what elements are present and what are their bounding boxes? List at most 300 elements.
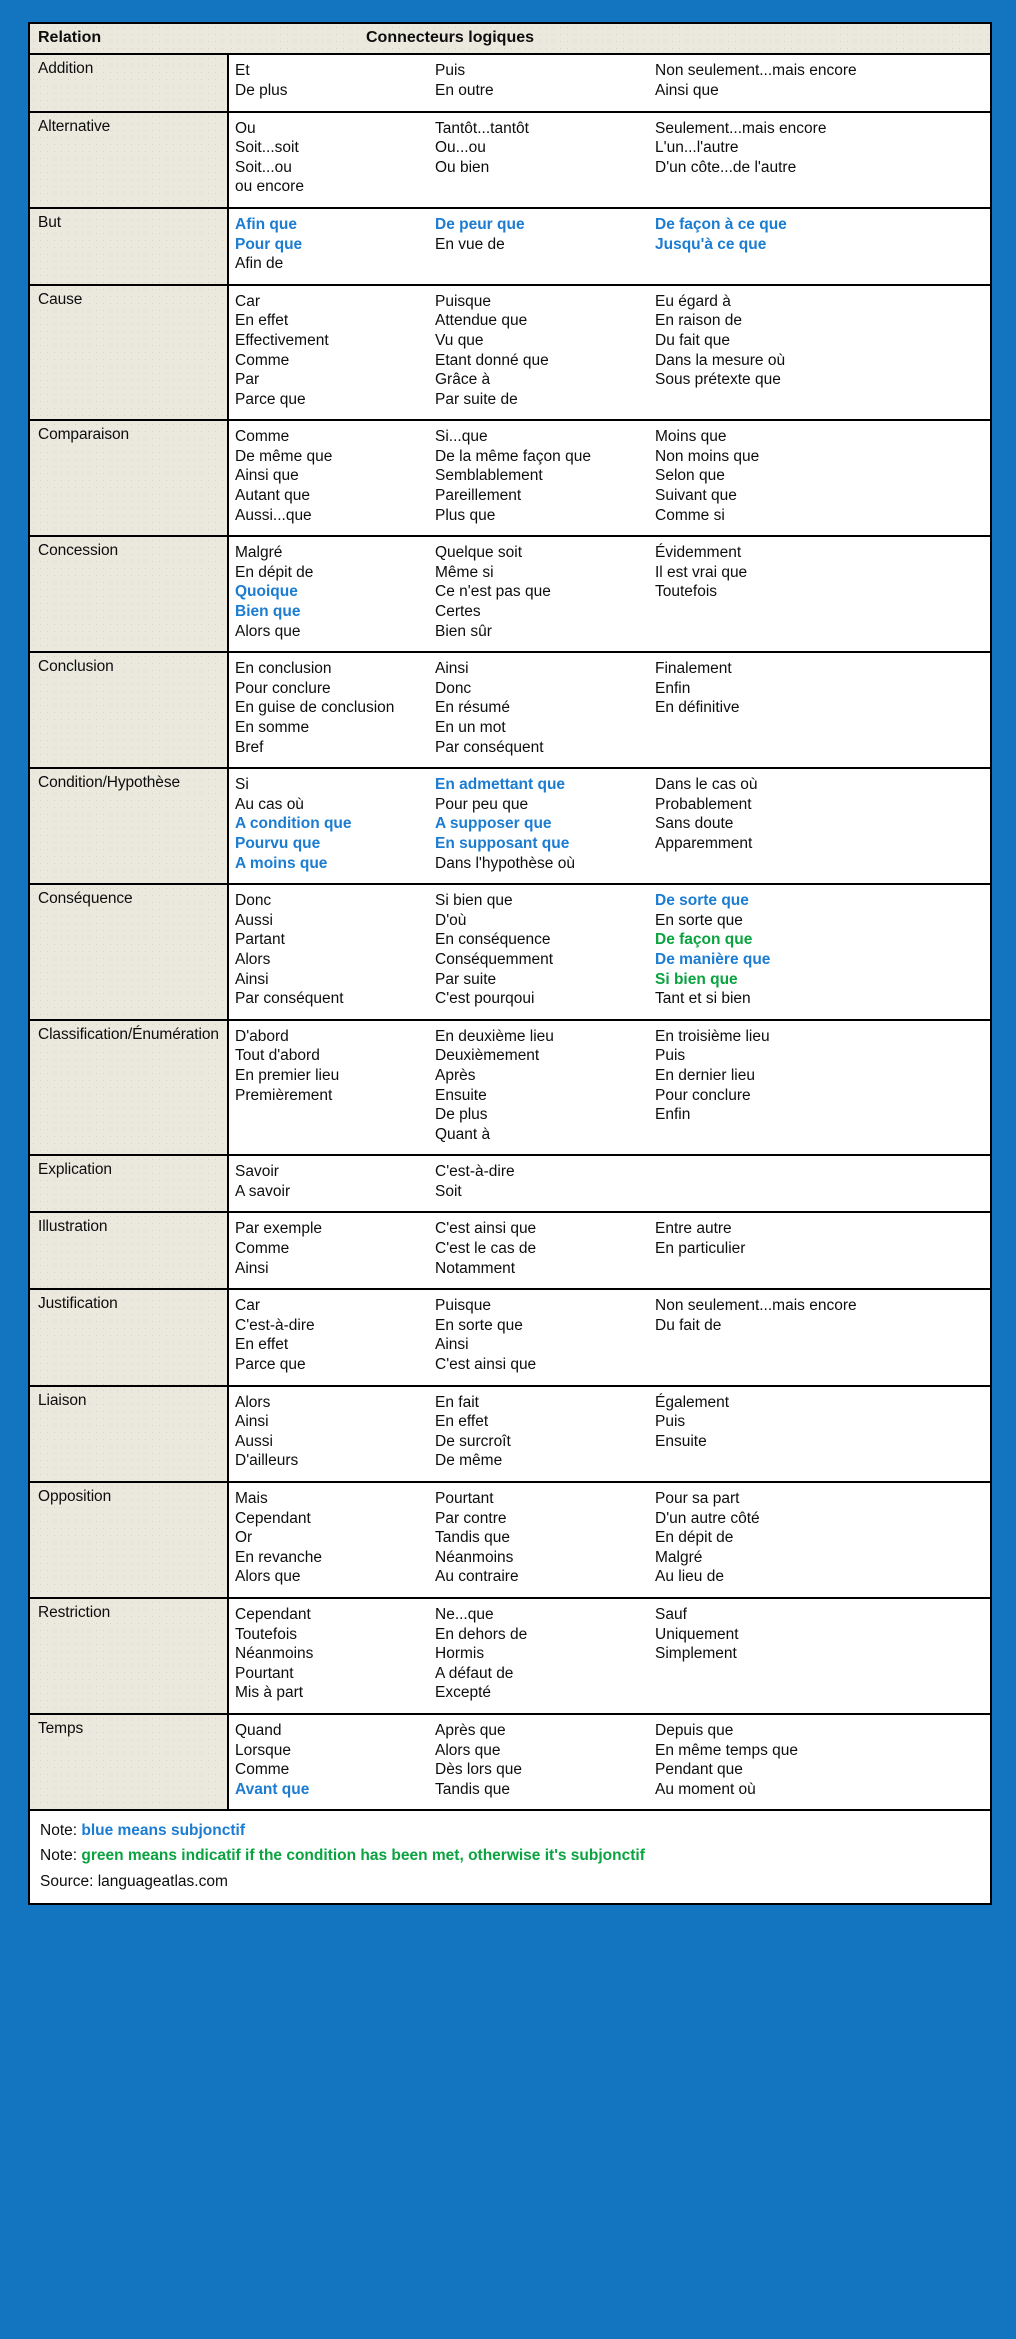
connector-item: En dépit de <box>235 563 314 581</box>
connector-item: Aussi <box>235 1432 273 1450</box>
connector-columns <box>229 1721 990 1799</box>
header-row <box>30 24 990 54</box>
note-text: languageatlas.com <box>97 1872 228 1890</box>
connector-item: Donc <box>435 679 472 697</box>
connector-item: Néanmoins <box>435 1548 514 1566</box>
connector-item: Ce n'est pas que <box>435 583 551 601</box>
connector-item: Soit <box>435 1182 462 1200</box>
connector-item: Évidemment <box>655 544 742 562</box>
connectors-cell <box>228 285 990 421</box>
connector-item: Après <box>435 1066 476 1084</box>
connectors-cell <box>228 208 990 285</box>
connector-column-3 <box>649 1393 991 1471</box>
table-row <box>30 285 990 421</box>
connector-item: En dehors de <box>435 1625 528 1643</box>
connector-item: Par <box>235 371 260 389</box>
connector-item: Jusqu'à ce que <box>655 235 767 253</box>
connector-item: Cependant <box>235 1509 311 1527</box>
connectors-cell <box>228 1598 990 1714</box>
connector-item: Du fait que <box>655 331 730 349</box>
connectors-cell <box>228 536 990 652</box>
connector-item: De sorte que <box>655 892 749 910</box>
connector-item: Si...que <box>435 428 488 446</box>
connector-column-2 <box>429 1489 649 1587</box>
connector-column-2 <box>429 659 649 757</box>
connector-item: Puis <box>435 62 466 80</box>
connector-item: En effet <box>235 312 289 330</box>
connector-item: Par conséquent <box>235 990 344 1008</box>
connector-item: Quant à <box>435 1125 491 1143</box>
connector-item: Toutefois <box>235 1625 298 1643</box>
connector-item: Mais <box>235 1490 268 1508</box>
connector-item: Tantôt...tantôt <box>435 119 529 137</box>
connector-item: Tant et si bien <box>655 990 751 1008</box>
connector-item: Grâce à <box>435 371 491 389</box>
connector-item: Autant que <box>235 487 310 505</box>
connector-item: Seulement...mais encore <box>655 119 827 137</box>
connector-columns <box>229 1296 990 1374</box>
connector-item: Deuxièmement <box>435 1047 540 1065</box>
connector-item: L'un...l'autre <box>655 139 739 157</box>
connectors-cell <box>228 54 990 111</box>
connector-item: Ou <box>235 119 256 137</box>
connector-column-1 <box>229 1162 429 1201</box>
connector-item: De plus <box>435 1106 488 1124</box>
note-label: Note: <box>40 1847 82 1865</box>
connector-item: De surcroît <box>435 1432 511 1450</box>
connector-item: Si bien que <box>655 970 738 988</box>
connector-columns <box>229 215 990 274</box>
connectors-cell <box>228 1482 990 1598</box>
connector-item: Alors <box>235 950 271 968</box>
connector-item: Alors que <box>435 1741 501 1759</box>
connector-column-3 <box>649 659 991 757</box>
connector-columns <box>229 292 990 410</box>
connector-item: Et <box>235 62 250 80</box>
connector-column-1 <box>229 215 429 274</box>
connector-item: Comme <box>235 428 290 446</box>
connector-item: Néanmoins <box>235 1645 314 1663</box>
connector-item: En un mot <box>435 719 506 737</box>
relation-name-cell: Justification <box>30 1289 228 1385</box>
table-row <box>30 208 990 285</box>
connector-column-2 <box>429 1296 649 1374</box>
table-row <box>30 1020 990 1156</box>
relation-name-cell: Liaison <box>30 1386 228 1482</box>
connector-item: Puisque <box>435 1297 492 1315</box>
connector-item: Car <box>235 292 260 310</box>
connector-item: C'est ainsi que <box>435 1356 537 1374</box>
connector-item: Enfin <box>655 679 691 697</box>
connector-item: En effet <box>235 1336 289 1354</box>
connector-item: Ainsi <box>235 970 269 988</box>
connector-item: Entre autre <box>655 1220 732 1238</box>
table-row <box>30 768 990 884</box>
connector-item: En supposant que <box>435 834 570 852</box>
note-line <box>36 1869 990 1894</box>
relation-name-cell: Opposition <box>30 1482 228 1598</box>
connector-item: Premièrement <box>235 1086 333 1104</box>
connector-columns <box>229 1393 990 1471</box>
connector-item: En raison de <box>655 312 743 330</box>
connector-item: Depuis que <box>655 1721 734 1739</box>
connector-column-3 <box>649 119 991 197</box>
connector-item: Du fait de <box>655 1316 722 1334</box>
connector-item: D'où <box>435 911 467 929</box>
relation-name-cell: Addition <box>30 54 228 111</box>
connector-column-1 <box>229 1605 429 1703</box>
connector-item: Pourtant <box>235 1664 294 1682</box>
connector-column-3 <box>649 775 991 873</box>
relation-name-cell: Illustration <box>30 1212 228 1289</box>
connector-item: Si bien que <box>435 892 513 910</box>
connector-item: Pourvu que <box>235 834 321 852</box>
connector-item: En particulier <box>655 1240 746 1258</box>
connector-column-2 <box>429 1393 649 1471</box>
connector-item: Pour que <box>235 235 303 253</box>
table-row <box>30 420 990 536</box>
connector-item: Sans doute <box>655 815 734 833</box>
connector-item: A supposer que <box>435 815 552 833</box>
connector-item: Dans l'hypothèse où <box>435 854 575 872</box>
connector-item: Si <box>235 776 249 794</box>
connector-item: Non seulement...mais encore <box>655 62 857 80</box>
connector-column-2 <box>429 1027 649 1145</box>
connector-columns <box>229 1219 990 1278</box>
connector-item: Selon que <box>655 467 725 485</box>
relation-name-cell: Classification/Énumération <box>30 1020 228 1156</box>
table-row <box>30 1598 990 1714</box>
connector-item: En sorte que <box>435 1316 523 1334</box>
connectors-cell <box>228 1714 990 1809</box>
connector-column-1 <box>229 119 429 197</box>
connector-column-2 <box>429 427 649 525</box>
connector-item: Il est vrai que <box>655 563 748 581</box>
relation-name-cell: Temps <box>30 1714 228 1809</box>
table-row <box>30 112 990 208</box>
connector-column-1 <box>229 1393 429 1471</box>
connector-item: Plus que <box>435 506 496 524</box>
connector-columns <box>229 659 990 757</box>
connector-column-1 <box>229 543 429 641</box>
connector-item: Afin de <box>235 255 284 273</box>
connector-item: En conséquence <box>435 931 551 949</box>
connector-column-2 <box>429 215 649 274</box>
connector-item: Alors <box>235 1393 271 1411</box>
connector-item: Enfin <box>655 1106 691 1124</box>
connector-item: Puis <box>655 1047 686 1065</box>
connector-item: Dès lors que <box>435 1761 523 1779</box>
relation-name-cell: Explication <box>30 1155 228 1212</box>
connectors-cell <box>228 652 990 768</box>
connector-item: Par suite <box>435 970 497 988</box>
connector-item: En outre <box>435 81 494 99</box>
connector-item: A moins que <box>235 854 328 872</box>
connector-item: Même si <box>435 563 494 581</box>
connector-column-3 <box>649 543 991 641</box>
table-row <box>30 884 990 1020</box>
connector-item: Probablement <box>655 795 752 813</box>
connector-item: Par exemple <box>235 1220 323 1238</box>
connector-item: En troisième lieu <box>655 1027 770 1045</box>
connector-item: Bref <box>235 738 264 756</box>
connector-columns <box>229 775 990 873</box>
connector-item: Alors que <box>235 1568 301 1586</box>
connector-columns <box>229 1162 990 1201</box>
connector-column-1 <box>229 1296 429 1374</box>
connectors-cell <box>228 768 990 884</box>
connector-item: En vue de <box>435 235 505 253</box>
connector-item: Au cas où <box>235 795 304 813</box>
connectors-table-container <box>28 22 992 1811</box>
connector-item: Mis à part <box>235 1684 304 1702</box>
connector-item: En fait <box>435 1393 479 1411</box>
connector-item: Non seulement...mais encore <box>655 1297 857 1315</box>
connector-columns <box>229 891 990 1009</box>
connector-item: A condition que <box>235 815 352 833</box>
connector-column-2 <box>429 891 649 1009</box>
connector-item: Avant que <box>235 1780 310 1798</box>
connector-item: Savoir <box>235 1163 279 1181</box>
connector-item: Aussi <box>235 911 273 929</box>
connector-item: Certes <box>435 603 481 621</box>
connector-item: Apparemment <box>655 834 753 852</box>
connector-column-3 <box>649 891 991 1009</box>
connector-column-3 <box>649 1489 991 1587</box>
connector-item: C'est le cas de <box>435 1240 537 1258</box>
connector-item: Excepté <box>435 1684 492 1702</box>
connector-item: Notamment <box>435 1259 516 1277</box>
table-row <box>30 1289 990 1385</box>
connector-item: En résumé <box>435 699 510 717</box>
note-line <box>36 1818 990 1843</box>
connector-item: Ne...que <box>435 1605 494 1623</box>
connector-item: Afin que <box>235 215 297 233</box>
note-label: Source: <box>40 1872 98 1890</box>
connector-item: Partant <box>235 931 285 949</box>
connector-column-2 <box>429 775 649 873</box>
connector-column-3 <box>649 1027 991 1145</box>
connector-item: De façon que <box>655 931 753 949</box>
connector-item: Uniquement <box>655 1625 739 1643</box>
note-label: Note: <box>40 1822 82 1840</box>
connector-item: Parce que <box>235 390 306 408</box>
connector-item: Dans la mesure où <box>655 351 786 369</box>
connector-item: Non moins que <box>655 447 760 465</box>
connector-item: Puis <box>655 1413 686 1431</box>
header-relation: Relation <box>30 24 228 54</box>
connector-column-2 <box>429 543 649 641</box>
connector-item: Comme <box>235 1240 290 1258</box>
connector-item: Ainsi que <box>235 467 299 485</box>
connector-item: De même <box>435 1452 503 1470</box>
connector-column-3 <box>649 1162 991 1201</box>
connector-item: Soit...ou <box>235 158 292 176</box>
table-row <box>30 54 990 111</box>
connectors-cell <box>228 1212 990 1289</box>
connector-column-1 <box>229 1219 429 1278</box>
connectors-cell <box>228 420 990 536</box>
connector-column-1 <box>229 1721 429 1799</box>
connector-item: En sorte que <box>655 911 743 929</box>
connector-item: Bien sûr <box>435 622 492 640</box>
connector-item: D'un côte...de l'autre <box>655 158 797 176</box>
connector-item: De peur que <box>435 215 525 233</box>
connector-item: Pour conclure <box>655 1086 751 1104</box>
connector-columns <box>229 119 990 197</box>
connector-item: C'est-à-dire <box>435 1163 515 1181</box>
connector-item: Finalement <box>655 660 732 678</box>
connectors-table <box>30 24 990 1809</box>
connector-item: Simplement <box>655 1645 737 1663</box>
connector-item: Donc <box>235 892 272 910</box>
connector-column-2 <box>429 1219 649 1278</box>
connector-item: Pareillement <box>435 487 522 505</box>
connector-item: Par contre <box>435 1509 507 1527</box>
connector-item: Ainsi <box>235 1413 269 1431</box>
connector-item: Quelque soit <box>435 544 523 562</box>
connector-item: Comme <box>235 351 290 369</box>
table-row <box>30 1714 990 1809</box>
connector-item: De la même façon que <box>435 447 591 465</box>
connector-item: Semblablement <box>435 467 543 485</box>
connector-column-3 <box>649 427 991 525</box>
connector-item: Soit...soit <box>235 139 299 157</box>
connector-item: Malgré <box>655 1548 703 1566</box>
connector-item: En conclusion <box>235 660 332 678</box>
table-row <box>30 536 990 652</box>
connector-item: En revanche <box>235 1548 323 1566</box>
connector-item: A savoir <box>235 1182 291 1200</box>
connector-column-3 <box>649 1721 991 1799</box>
connector-column-3 <box>649 1296 991 1374</box>
table-row <box>30 1386 990 1482</box>
connector-item: Moins que <box>655 428 727 446</box>
relation-name-cell: Cause <box>30 285 228 421</box>
connector-column-1 <box>229 61 429 100</box>
connector-item: Ou bien <box>435 158 490 176</box>
table-body <box>30 54 990 1809</box>
connector-item: Puisque <box>435 292 492 310</box>
connector-item: En effet <box>435 1413 489 1431</box>
connector-item: Dans le cas où <box>655 776 758 794</box>
connector-column-1 <box>229 1027 429 1145</box>
connector-columns <box>229 1489 990 1587</box>
relation-name-cell: Condition/Hypothèse <box>30 768 228 884</box>
connector-item: Etant donné que <box>435 351 549 369</box>
connector-item: Or <box>235 1529 253 1547</box>
connector-item: Tandis que <box>435 1780 510 1798</box>
header-connectors <box>228 24 990 54</box>
connector-column-1 <box>229 659 429 757</box>
connector-column-1 <box>229 775 429 873</box>
connector-item: Ainsi <box>435 1336 469 1354</box>
connector-item: Lorsque <box>235 1741 292 1759</box>
connector-item: C'est ainsi que <box>435 1220 537 1238</box>
connector-item: Cependant <box>235 1605 311 1623</box>
connector-item: Toutefois <box>655 583 718 601</box>
connector-item: Comme <box>235 1761 290 1779</box>
connector-item: Ainsi que <box>655 81 719 99</box>
connector-column-1 <box>229 891 429 1009</box>
connector-item: En même temps que <box>655 1741 799 1759</box>
connectors-cell <box>228 1155 990 1212</box>
connector-item: Ou...ou <box>435 139 486 157</box>
connectors-cell <box>228 1289 990 1385</box>
connector-item: Au contraire <box>435 1568 519 1586</box>
connector-item: Tandis que <box>435 1529 510 1547</box>
connector-item: C'est-à-dire <box>235 1316 315 1334</box>
connector-item: Pour sa part <box>655 1490 740 1508</box>
connector-item: En dernier lieu <box>655 1066 755 1084</box>
connector-item: D'un autre côté <box>655 1509 760 1527</box>
connector-item: Car <box>235 1297 260 1315</box>
connector-item: Par conséquent <box>435 738 544 756</box>
connector-column-2 <box>429 61 649 100</box>
connector-item: Vu que <box>435 331 484 349</box>
connector-item: Au moment où <box>655 1780 756 1798</box>
connector-item: Quoique <box>235 583 298 601</box>
header-connectors-label: Connecteurs logiques <box>366 29 535 46</box>
connector-item: Parce que <box>235 1356 306 1374</box>
table-row <box>30 1212 990 1289</box>
connector-columns <box>229 427 990 525</box>
connector-item: Ensuite <box>435 1086 487 1104</box>
connector-item: Bien que <box>235 603 301 621</box>
relation-name-cell: Conclusion <box>30 652 228 768</box>
connector-item: En somme <box>235 719 310 737</box>
connectors-cell <box>228 884 990 1020</box>
connector-columns <box>229 61 990 100</box>
connector-item: En définitive <box>655 699 740 717</box>
connector-item: ou encore <box>235 178 304 196</box>
relation-name-cell: Restriction <box>30 1598 228 1714</box>
connector-columns <box>229 1027 990 1145</box>
connector-item: Pour conclure <box>235 679 331 697</box>
connector-item: Ensuite <box>655 1432 707 1450</box>
note-text: blue means subjonctif <box>81 1822 245 1840</box>
connector-item: En deuxième lieu <box>435 1027 554 1045</box>
connector-column-3 <box>649 1605 991 1703</box>
connector-item: Tout d'abord <box>235 1047 320 1065</box>
connector-column-3 <box>649 215 991 274</box>
connector-item: Eu égard à <box>655 292 731 310</box>
connector-columns <box>229 1605 990 1703</box>
connector-column-2 <box>429 1605 649 1703</box>
relation-name-cell: Concession <box>30 536 228 652</box>
connector-item: De plus <box>235 81 288 99</box>
relation-name-cell: But <box>30 208 228 285</box>
connector-item: Pendant que <box>655 1761 743 1779</box>
connector-item: Ainsi <box>435 660 469 678</box>
connector-item: Pour peu que <box>435 795 529 813</box>
connector-item: Malgré <box>235 544 283 562</box>
connector-item: Par suite de <box>435 390 518 408</box>
connector-item: Sous prétexte que <box>655 371 781 389</box>
notes-block <box>28 1811 992 1904</box>
connector-item: D'abord <box>235 1027 289 1045</box>
connector-item: De même que <box>235 447 333 465</box>
connector-item: Comme si <box>655 506 725 524</box>
connector-column-1 <box>229 292 429 410</box>
connector-item: Quand <box>235 1721 282 1739</box>
connector-item: En dépit de <box>655 1529 734 1547</box>
connector-column-1 <box>229 1489 429 1587</box>
relation-name-cell: Alternative <box>30 112 228 208</box>
connector-column-3 <box>649 1219 991 1278</box>
connector-item: Alors que <box>235 622 301 640</box>
table-header <box>30 24 990 54</box>
